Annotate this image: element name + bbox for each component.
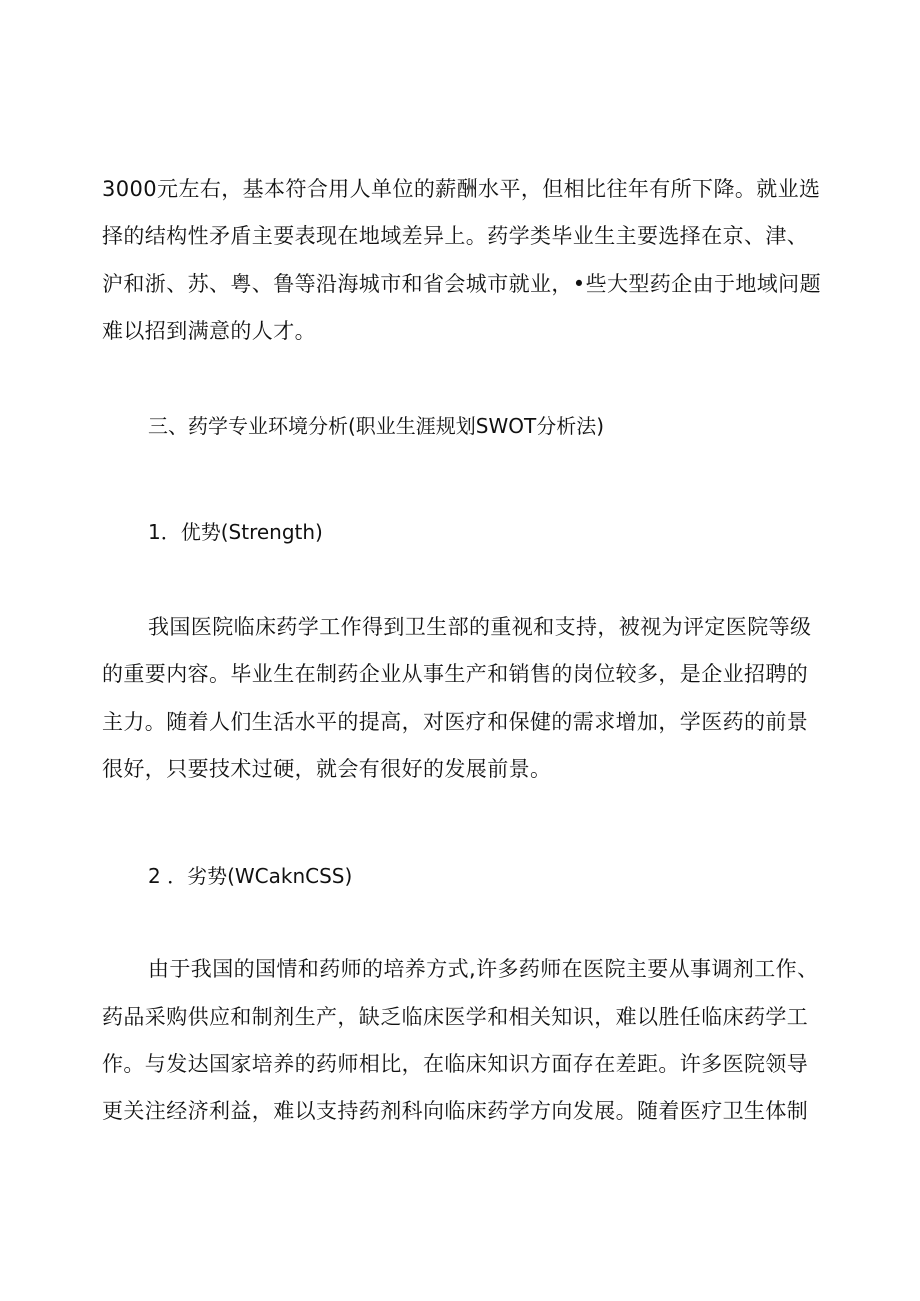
paragraph-3-line-1: 由于我国的国情和药师的培养方式,许多药师在医院主要从事调剂工作、 [148,957,819,981]
subheading-weakness: 2 ．劣势(WCaknCSS) [148,864,353,888]
subheading-strength: 1．优势(Strength) [148,520,323,544]
paragraph-3-line-3: 作。与发达国家培养的药师相比，在临床知识方面存在差距。许多医院领导 [102,1052,809,1076]
paragraph-3-line-2: 药品采购供应和制剂生产，缺乏临床医学和相关知识，难以胜任临床药学工 [102,1005,809,1029]
paragraph-1-line-3: 沪和浙、苏、粤、鲁等沿海城市和省会城市就业，•些大型药企由于地域问题 [102,272,821,296]
paragraph-2-line-1: 我国医院临床药学工作得到卫生部的重视和支持，被视为评定医院等级 [148,615,812,639]
paragraph-1-line-4: 难以招到满意的人才。 [102,319,316,343]
paragraph-2-line-2: 的重要内容。毕业生在制药企业从事生产和销售的岗位较多，是企业招聘的 [102,662,809,686]
paragraph-2-line-3: 主力。随着人们生活水平的提高，对医疗和保健的需求增加，学医药的前景 [102,710,809,734]
section-heading: 三、药学专业环境分析(职业生涯规划SWOT分析法) [148,414,605,438]
paragraph-1-line-2: 择的结构性矛盾主要表现在地域差异上。药学类毕业生主要选择在京、津、 [102,224,809,248]
paragraph-1-line-1: 3000元左右，基本符合用人单位的薪酬水平，但相比往年有所下降。就业选 [102,177,821,201]
paragraph-3-line-4: 更关注经济利益，难以支持药剂科向临床药学方向发展。随着医疗卫生体制 [102,1099,809,1123]
paragraph-2-line-4: 很好，只要技术过硬，就会有很好的发展前景。 [102,757,552,781]
